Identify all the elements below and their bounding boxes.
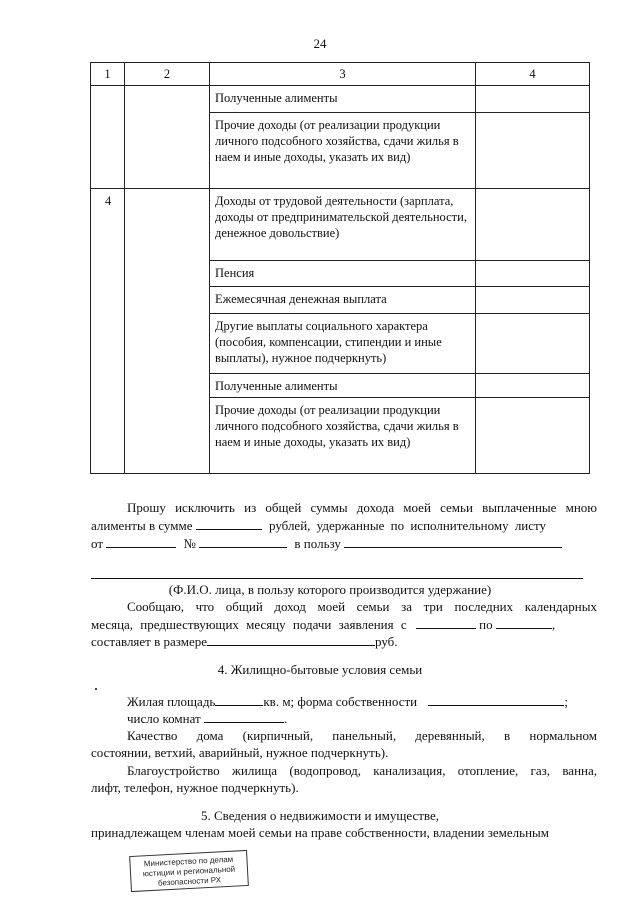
alimony-line-3 [91,535,562,552]
table-cell-income-type: Другие выплаты социального характера (пособия, компенсации, стипендии и иные выплаты), нужное подчеркнуть) [210,314,476,374]
section-4-title: 4. Жилищно-бытовые условия семьи [217,662,423,677]
income-period-to-label: по [479,617,493,632]
rooms-line: число комнат . [127,711,288,726]
table-cell-amount [476,374,590,398]
table-cell-amount [476,398,590,474]
living-area-field[interactable] [215,693,263,706]
income-line-2: месяца, предшествующих месяцу подачи заявления с по , [91,617,556,632]
table-row [91,86,590,113]
beneficiary-caption: (Ф.И.О. лица, в пользу которого производится удержание) [168,582,492,597]
table-cell-number: 4 [91,189,125,474]
house-quality-line-2: состоянии, ветхий, аварийный, нужное подчеркнуть). [91,745,389,760]
living-area-label: Жилая площадь [127,694,216,709]
ownership-field[interactable] [428,693,564,706]
table-header-row [91,63,590,86]
table-header-cell: 2 [125,63,210,86]
table-cell-income-type: Прочие доходы (от реализации продукции личного подсобного хозяйства, сдачи жилья в наем и иные доходы, указать их вид) [210,113,476,189]
table-cell-amount [476,86,590,113]
alimony-writ-label: рублей, удержанные по исполнительному листу [269,518,547,533]
table-cell-income-type: Прочие доходы (от реализации продукции личного подсобного хозяйства, сдачи жилья в наем и иные доходы, указать их вид) [210,398,476,474]
table-cell-income-type: Доходы от трудовой деятельности (зарплата, доходы от предпринимательской деятельности, денежное довольствие) [210,189,476,261]
table-cell-income-type: Полученные алименты [210,374,476,398]
table-cell-income-type: Пенсия [210,261,476,287]
table-cell-number [91,86,125,189]
table-cell-income-type: Ежемесячная денежная выплата [210,287,476,314]
stamp-line: Министерство по делам [143,854,234,869]
table-header-cell: 3 [210,63,476,86]
stamp-line: безопасности РХ [157,875,222,888]
table-row [91,189,590,261]
alimony-beneficiary-label: в пользу [294,536,341,551]
ownership-label: кв. м; форма собственности [263,694,418,709]
income-line-1: Сообщаю, что общий доход моей семьи за три последних календарных [127,599,597,614]
alimony-date-label: от [91,536,104,551]
alimony-amount-field[interactable] [196,517,262,530]
amenities-line-2: лифт, телефон, нужное подчеркнуть). [91,780,299,795]
table-cell-amount [476,113,590,189]
income-total-label: составляет в размере [91,634,207,649]
rooms-label: число комнат [127,711,201,726]
alimony-line-2 [91,517,546,534]
income-currency-label: руб. [374,634,398,649]
beneficiary-name-line[interactable] [91,578,583,579]
alimony-beneficiary-field[interactable] [344,535,562,548]
income-period-from-field[interactable] [416,616,476,629]
alimony-amount-label: алименты в сумме [91,518,193,533]
stamp-line: юстиции и региональной [142,864,236,879]
alimony-number-field[interactable] [199,535,287,548]
page-number: 24 [313,36,327,51]
alimony-date-field[interactable] [106,535,176,548]
alimony-line-1: Прошу исключить из общей суммы дохода моей семьи выплаченные мною [127,500,597,515]
table-cell-amount [476,314,590,374]
living-area-line: Жилая площадь кв. м; форма собственности ; [127,694,568,709]
income-line-3 [91,633,398,650]
income-period-label: месяца, предшествующих месяцу подачи заявления с [91,617,407,632]
alimony-number-label: № [183,536,196,551]
table-cell-amount [476,189,590,261]
table-cell-member [125,189,210,474]
table-header-cell: 1 [91,63,125,86]
income-total-field[interactable] [207,633,375,646]
table-cell-income-type: Полученные алименты [210,86,476,113]
rooms-field[interactable] [204,710,284,723]
amenities-line-1: Благоустройство жилища (водопровод, канализация, отопление, газ, ванна, [127,763,597,778]
section-5-title: 5. Сведения о недвижимости и имуществе, [200,808,440,823]
section-5-subtitle: принадлежащем членам моей семьи на праве собственности, владении земельным [90,825,549,840]
table-header-cell: 4 [476,63,590,86]
table-cell-amount [476,287,590,314]
table-cell-amount [476,261,590,287]
scan-speck [95,688,97,690]
house-quality-line-1: Качество дома (кирпичный, панельный, деревянный, в нормальном [127,728,597,743]
income-table [90,62,590,474]
income-period-to-field[interactable] [496,616,552,629]
table-cell-member [125,86,210,189]
ministry-stamp [129,850,249,892]
